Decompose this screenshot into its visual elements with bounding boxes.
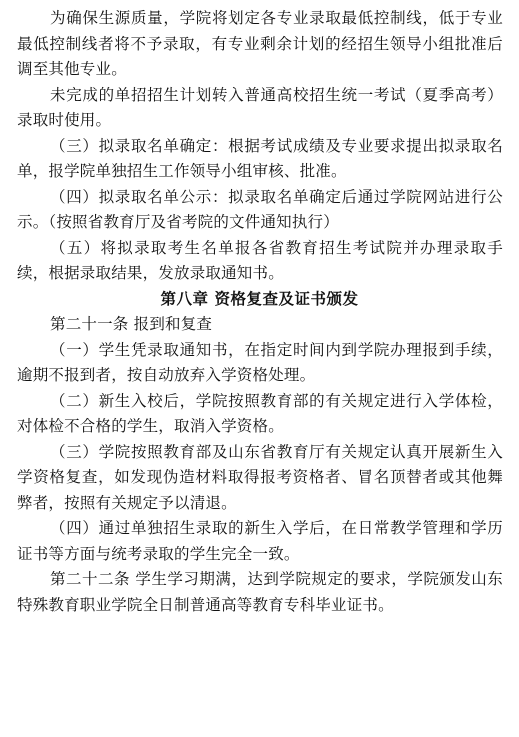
article-21-title: 第二十一条 报到和复查 bbox=[50, 315, 213, 333]
chapter-heading: 第八章 资格复查及证书颁发 bbox=[160, 289, 359, 308]
article-22: 第二十二条 学生学习期满，达到学院规定的要求，学院颁发山东特殊教育职业学院全日制普通高等教育专科毕业证书。 bbox=[17, 570, 503, 614]
article-21-item-1: （一）学生凭录取通知书，在指定时间内到学院办理报到手续，逾期不报到者，按自动放弃入学资格处理。 bbox=[17, 340, 503, 384]
article-21-item-2: （二）新生入校后，学院按照教育部的有关规定进行入学体检，对体检不合格的学生，取消入学资格。 bbox=[17, 391, 503, 435]
article-21-item-3: （三）学院按照教育部及山东省教育厅有关规定认真开展新生入学资格复查，如发现伪造材料取得报考资格者、冒名顶替者或其他舞弊者，按照有关规定予以清退。 bbox=[17, 442, 503, 512]
paragraph-item-4-list-publicity: （四）拟录取名单公示：拟录取名单确定后通过学院网站进行公示。（按照省教育厅及省考院的文件通知执行） bbox=[17, 187, 503, 231]
paragraph-item-5-admission-procedure: （五）将拟录取考生名单报各省教育招生考试院并办理录取手续，根据录取结果，发放录取通知书。 bbox=[17, 238, 503, 282]
paragraph-admission-control-line: 为确保生源质量，学院将划定各专业录取最低控制线，低于专业最低控制线者将不予录取，有专业剩余计划的经招生领导小组批准后调至其他专业。 bbox=[17, 9, 503, 78]
paragraph-item-3-list-determination: （三）拟录取名单确定：根据考试成绩及专业要求提出拟录取名单，报学院单独招生工作领导小组审核、批准。 bbox=[17, 136, 503, 180]
paragraph-unfinished-plan: 未完成的单招招生计划转入普通高校招生统一考试（夏季高考）录取时使用。 bbox=[17, 85, 503, 129]
article-21-item-4: （四）通过单独招生录取的新生入学后，在日常教学管理和学历证书等方面与统考录取的学生完全一致。 bbox=[17, 519, 503, 563]
